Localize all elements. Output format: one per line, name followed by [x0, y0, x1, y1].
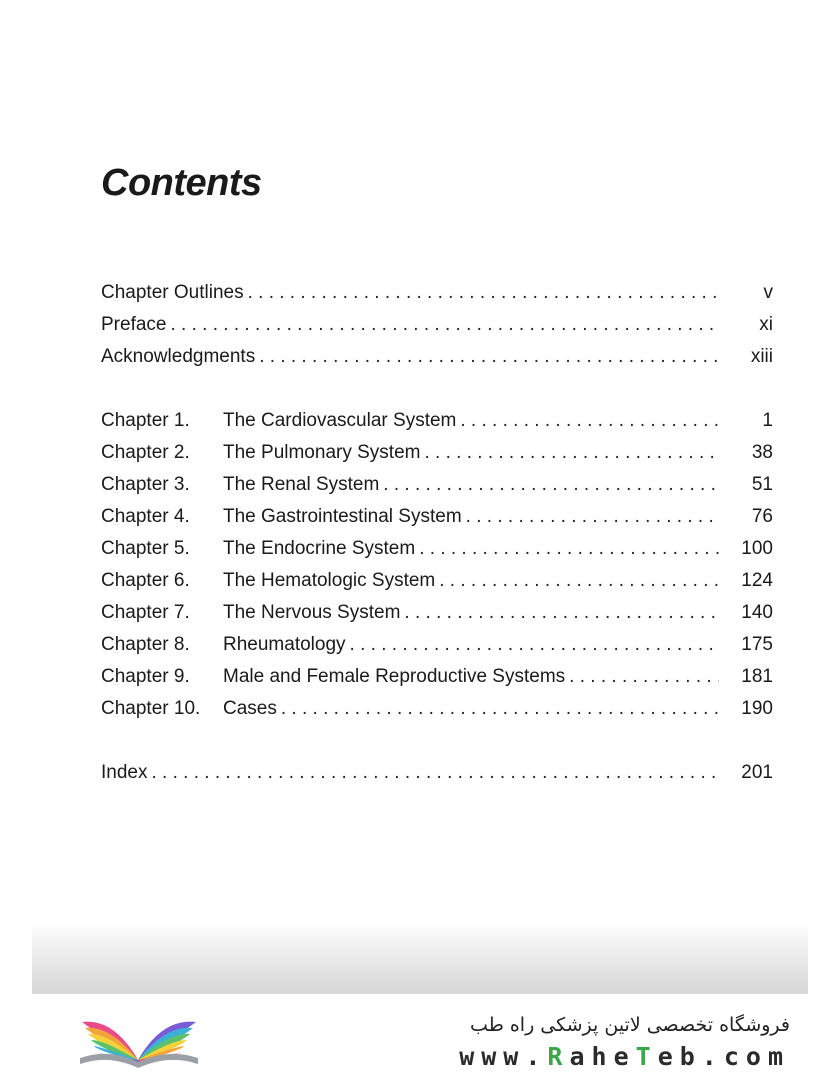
toc-chapter-entry — [101, 437, 773, 469]
chapter-page: 51 — [751, 474, 773, 495]
front-matter-list — [101, 277, 773, 373]
chapter-title: The Endocrine System — [223, 538, 416, 559]
shop-url[interactable] — [459, 1042, 790, 1071]
chapter-page: 124 — [741, 570, 773, 591]
toc-chapter-entry — [101, 533, 773, 565]
page-title: Contents — [101, 162, 262, 204]
chapter-number: Chapter 7. — [101, 602, 190, 623]
toc-chapter-entry — [101, 501, 773, 533]
chapter-page: 1 — [762, 410, 773, 431]
chapter-title: Rheumatology — [223, 634, 346, 655]
url-letter-r: R — [547, 1042, 570, 1071]
dot-leader — [170, 309, 719, 341]
dot-leader — [424, 437, 719, 469]
toc-chapter-entry — [101, 469, 773, 501]
chapter-number: Chapter 8. — [101, 634, 190, 655]
chapter-title: The Pulmonary System — [223, 442, 421, 463]
chapter-number: Chapter 10. — [101, 698, 201, 719]
chapter-number: Chapter 2. — [101, 442, 190, 463]
toc-chapter-entry — [101, 597, 773, 629]
dot-leader — [419, 533, 719, 565]
table-of-contents — [101, 277, 773, 789]
toc-entry — [101, 757, 773, 789]
toc-entry-label: Preface — [101, 314, 167, 335]
url-prefix: www. — [459, 1042, 548, 1071]
url-end: eb.com — [657, 1042, 790, 1071]
chapter-number: Chapter 3. — [101, 474, 190, 495]
url-middle: ahe — [569, 1042, 636, 1071]
chapter-title: Cases — [223, 698, 277, 719]
dot-leader — [460, 405, 719, 437]
shop-name: فروشگاه تخصصی لاتین پزشکی راه طب — [470, 1014, 790, 1036]
toc-entry — [101, 341, 773, 373]
chapter-page: 38 — [751, 442, 773, 463]
toc-entry-page: v — [763, 282, 773, 303]
chapter-number: Chapter 5. — [101, 538, 190, 559]
dot-leader — [350, 629, 719, 661]
chapter-list — [101, 405, 773, 725]
section-gap — [101, 373, 773, 405]
dot-leader — [466, 501, 719, 533]
page-bottom-shadow — [32, 922, 808, 994]
url-letter-t: T — [635, 1042, 658, 1071]
chapter-title: The Gastrointestinal System — [223, 506, 462, 527]
chapter-page: 175 — [741, 634, 773, 655]
toc-entry — [101, 277, 773, 309]
toc-chapter-entry — [101, 693, 773, 725]
dot-leader — [281, 693, 719, 725]
dot-leader — [404, 597, 719, 629]
chapter-title: The Hematologic System — [223, 570, 436, 591]
open-book-logo-icon — [74, 1008, 204, 1070]
dot-leader — [259, 341, 719, 373]
toc-entry — [101, 309, 773, 341]
toc-entry-label: Acknowledgments — [101, 346, 256, 367]
chapter-number: Chapter 1. — [101, 410, 190, 431]
dot-leader — [383, 469, 719, 501]
chapter-number: Chapter 9. — [101, 666, 190, 687]
section-gap — [101, 725, 773, 757]
dot-leader — [248, 277, 719, 309]
dot-leader — [439, 565, 719, 597]
toc-chapter-entry — [101, 405, 773, 437]
chapter-page: 100 — [741, 538, 773, 559]
chapter-number: Chapter 6. — [101, 570, 190, 591]
toc-entry-page: xiii — [750, 346, 773, 367]
dot-leader — [569, 661, 719, 693]
dot-leader — [151, 757, 719, 789]
chapter-number: Chapter 4. — [101, 506, 190, 527]
chapter-page: 76 — [751, 506, 773, 527]
toc-chapter-entry — [101, 629, 773, 661]
chapter-page: 140 — [741, 602, 773, 623]
chapter-page: 190 — [741, 698, 773, 719]
chapter-title: The Renal System — [223, 474, 380, 495]
chapter-title: The Nervous System — [223, 602, 401, 623]
toc-entry-page: xi — [759, 314, 773, 335]
toc-chapter-entry — [101, 565, 773, 597]
toc-chapter-entry — [101, 661, 773, 693]
chapter-page: 181 — [741, 666, 773, 687]
toc-entry-page: 201 — [741, 762, 773, 783]
chapter-title: Male and Female Reproductive Systems — [223, 666, 566, 687]
back-matter-list — [101, 757, 773, 789]
publisher-footer — [0, 994, 840, 1080]
toc-entry-label: Chapter Outlines — [101, 282, 244, 303]
toc-entry-label: Index — [101, 762, 148, 783]
chapter-title: The Cardiovascular System — [223, 410, 457, 431]
